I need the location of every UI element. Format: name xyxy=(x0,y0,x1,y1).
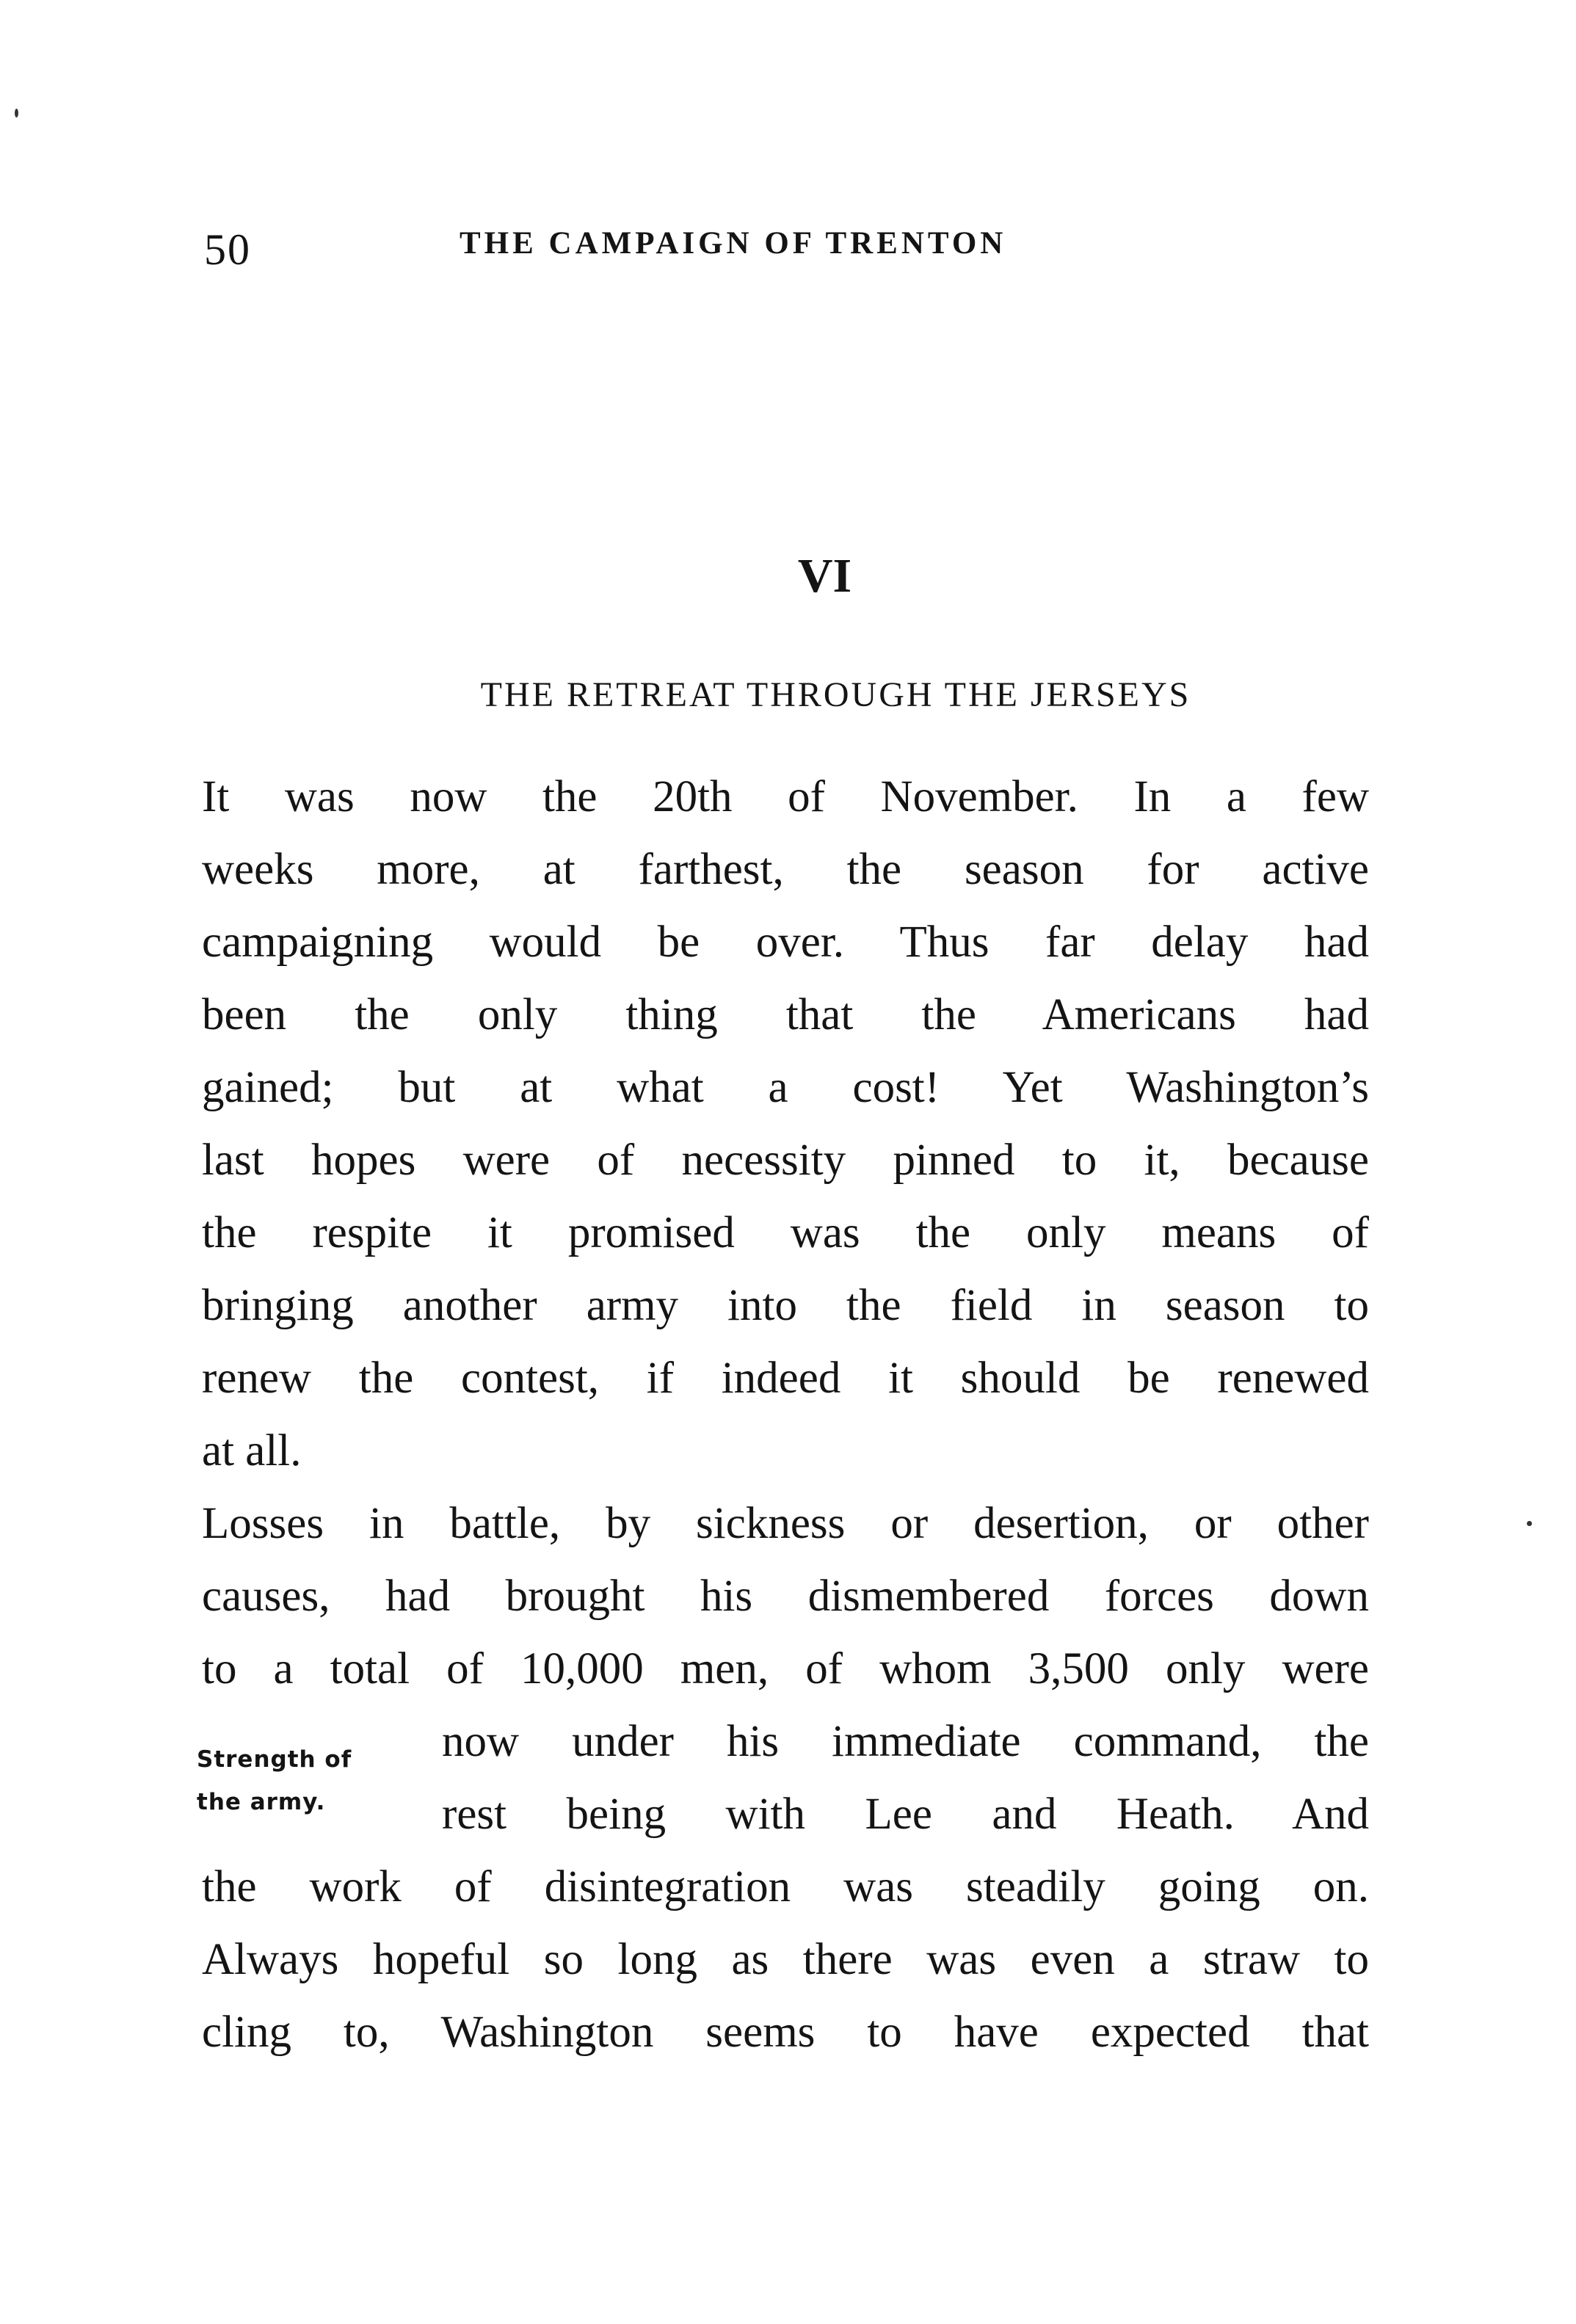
text-line: last hopes were of necessity pinned to it, because xyxy=(202,1136,1369,1185)
scan-speck xyxy=(15,109,18,117)
text-line: to a total of 10,000 men, of whom 3,500 only were xyxy=(202,1644,1369,1693)
chapter-title: THE RETREAT THROUGH THE JERSEYS xyxy=(480,675,1191,714)
text-line: the respite it promised was the only means of xyxy=(202,1208,1369,1257)
chapter-number: VI xyxy=(797,549,852,603)
page-number: 50 xyxy=(204,225,251,274)
text-line: bringing another army into the field in season to xyxy=(202,1281,1369,1330)
text-line: at all. xyxy=(202,1426,302,1475)
scan-speck xyxy=(1527,1521,1532,1526)
text-line: Always hopeful so long as there was even a straw to xyxy=(202,1935,1369,1984)
text-line: weeks more, at farthest, the season for active xyxy=(202,845,1369,894)
text-line: been the only thing that the Americans had xyxy=(202,990,1369,1039)
text-line: renew the contest, if indeed it should be renewed xyxy=(202,1354,1369,1403)
text-line: now under his immediate command, the xyxy=(442,1717,1369,1766)
text-line: rest being with Lee and Heath. And xyxy=(442,1790,1369,1839)
margin-note-line-2: the army. xyxy=(197,1789,326,1815)
text-line: campaigning would be over. Thus far delay had xyxy=(202,918,1369,967)
text-line: the work of disintegration was steadily going on. xyxy=(202,1862,1369,1911)
text-line: It was now the 20th of November. In a few xyxy=(202,772,1369,821)
text-line: Losses in battle, by sickness or desertion, or other xyxy=(202,1499,1369,1548)
text-line: gained; but at what a cost! Yet Washington’s xyxy=(202,1063,1369,1112)
text-line: cling to, Washington seems to have expected that xyxy=(202,2008,1369,2057)
running-title: THE CAMPAIGN OF TRENTON xyxy=(460,226,1007,261)
margin-note-line-1: Strength of xyxy=(197,1746,352,1773)
text-line: causes, had brought his dismembered forces down xyxy=(202,1572,1369,1621)
